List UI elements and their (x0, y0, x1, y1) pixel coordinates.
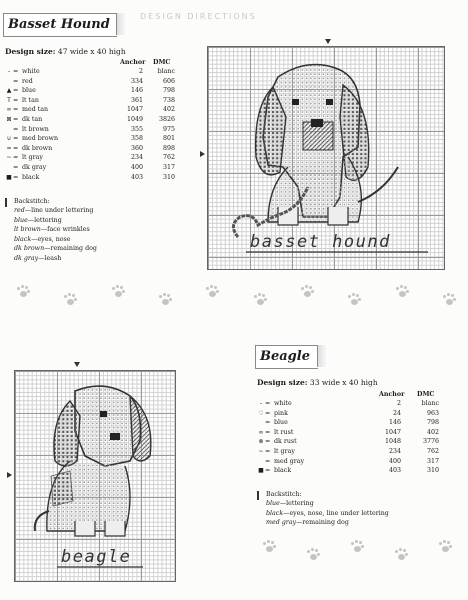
key-dmc-number: 317 (426, 457, 439, 465)
key-equals: = (265, 419, 271, 427)
backstitch-usage: —remaining dog (44, 245, 97, 253)
key-equals: = (265, 448, 271, 455)
title-tab-fold (317, 345, 328, 367)
key-equals: = (13, 116, 19, 123)
key-dmc-number: 975 (162, 125, 175, 133)
key-symbol: T (7, 96, 11, 104)
key-anchor-number: 358 (130, 135, 143, 143)
ghost-header-text: DESIGN DIRECTIONS (140, 12, 257, 21)
key-dmc-number: 762 (162, 154, 175, 162)
backstitch-line-symbol (5, 198, 7, 207)
key-symbol: ♡ (258, 409, 264, 417)
backstitch-usage: —lettering (27, 216, 62, 224)
paw-print-icon (158, 293, 172, 307)
key-row (257, 400, 447, 409)
backstitch-item (14, 207, 93, 214)
key-anchor-number: 2 (138, 68, 143, 75)
key-equals: = (13, 96, 19, 104)
basset-size-label: Design size: (5, 47, 56, 56)
key-color-name: blue (22, 87, 36, 95)
key-equals: = (265, 409, 271, 417)
title-tab-fold (116, 13, 127, 35)
key-symbol: - (259, 400, 263, 407)
key-equals: = (13, 68, 19, 75)
backstitch-color: black (14, 235, 32, 243)
key-dmc-number: blanc (157, 68, 175, 75)
key-dmc-number: 3826 (158, 116, 175, 123)
key-dmc-number: 963 (426, 409, 439, 417)
backstitch-color: med gray (266, 519, 297, 527)
backstitch-usage: —eyes, nose, line under lettering (283, 509, 389, 517)
key-anchor-number: 146 (130, 87, 143, 95)
key-color-name: lt rust (274, 428, 294, 436)
basset-lettering: basset hound (250, 232, 391, 252)
key-row (257, 448, 447, 457)
key-equals: = (13, 87, 19, 95)
beagle-chart-center-mark-left (7, 472, 12, 478)
basset-col-dmc: DMC (153, 59, 171, 66)
key-color-name: black (274, 467, 292, 475)
key-anchor-number: 24 (392, 409, 401, 417)
key-anchor-number: 361 (130, 96, 143, 104)
beagle-eye (100, 411, 107, 417)
basset-chart-grid (207, 46, 445, 270)
beagle-size-label: Design size: (257, 378, 308, 387)
key-anchor-number: 403 (130, 173, 143, 181)
key-row (257, 410, 447, 419)
key-equals: = (265, 428, 271, 436)
key-equals: = (13, 77, 19, 85)
paw-print-icon (395, 285, 409, 299)
basset-right-eye (326, 99, 333, 105)
backstitch-item (14, 236, 71, 243)
backstitch-usage: —lettering (279, 500, 314, 507)
beagle-chart-grid (14, 370, 176, 582)
paw-print-icon (262, 540, 276, 554)
key-color-name: med gray (274, 457, 305, 465)
key-symbol: ⊗ (258, 438, 264, 446)
backstitch-usage: —face wrinkles (40, 226, 90, 234)
backstitch-usage: —remaining dog (296, 519, 349, 527)
paw-print-icon (111, 285, 125, 299)
key-anchor-number: 146 (388, 419, 401, 427)
key-row (257, 458, 447, 467)
basset-chart-center-mark-left (200, 151, 205, 157)
key-dmc-number: 310 (162, 173, 175, 181)
key-row (5, 106, 195, 115)
key-symbol: ∪ (6, 135, 12, 143)
key-color-name: lt brown (22, 125, 49, 133)
backstitch-item (14, 226, 90, 233)
beagle-dog-pattern (15, 371, 175, 581)
key-symbol: ~ (258, 448, 264, 455)
key-dmc-number: 310 (426, 467, 439, 475)
beagle-col-anchor: Anchor (379, 391, 405, 398)
basset-size-value: 47 wide x 40 high (57, 47, 126, 56)
key-symbol: ∞ (258, 428, 264, 436)
beagle-color-key (257, 389, 447, 479)
key-equals: = (265, 457, 271, 465)
key-dmc-number: 898 (162, 144, 175, 152)
key-row (5, 68, 195, 77)
key-equals: = (13, 164, 19, 171)
key-row (5, 174, 195, 183)
key-anchor-number: 1047 (384, 428, 401, 436)
basset-nose (311, 119, 323, 127)
paw-print-border-bottom (262, 540, 452, 562)
backstitch-item (266, 500, 314, 507)
backstitch-usage: —leash (38, 255, 62, 262)
beagle-size-value: 33 wide x 40 high (309, 378, 378, 387)
basset-design-size (5, 47, 126, 56)
key-equals: = (13, 125, 19, 133)
paw-print-icon (438, 540, 452, 554)
backstitch-color: blue (266, 500, 280, 507)
basset-chart-center-mark-top (325, 39, 331, 44)
key-symbol: ∞ (6, 106, 12, 114)
key-row (257, 419, 447, 428)
key-symbol: ■ (6, 173, 12, 181)
basset-title-tab (3, 13, 117, 37)
key-dmc-number: 798 (162, 87, 175, 95)
beagle-spots (51, 471, 73, 506)
key-row (5, 135, 195, 144)
basset-col-anchor: Anchor (120, 59, 146, 66)
beagle-title-tab (255, 345, 318, 369)
key-dmc-number: 402 (162, 106, 175, 114)
paw-print-icon (306, 548, 320, 562)
key-dmc-number: blanc (421, 400, 439, 407)
key-symbol: ~ (6, 154, 12, 162)
key-row (5, 97, 195, 106)
key-symbol: ▲ (6, 87, 12, 95)
paw-print-icon (63, 293, 77, 307)
key-row (5, 78, 195, 87)
key-row (5, 87, 195, 96)
paw-print-icon (394, 548, 408, 562)
beagle-lettering: beagle (61, 547, 132, 567)
basset-dog-pattern (208, 47, 444, 269)
key-color-name: white (22, 68, 40, 75)
key-color-name: lt gray (274, 448, 295, 455)
backstitch-color: blue (14, 216, 28, 224)
backstitch-item (14, 245, 97, 252)
key-dmc-number: 798 (426, 419, 439, 427)
backstitch-item (14, 255, 61, 262)
key-equals: = (265, 438, 271, 446)
key-dmc-number: 402 (426, 428, 439, 436)
paw-print-icon (16, 285, 30, 299)
key-row (5, 145, 195, 154)
key-color-name: dk rust (274, 438, 297, 446)
paw-print-icon (347, 293, 361, 307)
key-dmc-number: 317 (162, 164, 175, 171)
key-equals: = (13, 106, 19, 114)
beagle-nose (110, 433, 120, 440)
key-symbol: ■ (258, 467, 264, 475)
key-equals: = (265, 400, 271, 407)
paw-print-icon (350, 540, 364, 554)
key-color-name: dk brown (22, 144, 53, 152)
backstitch-line-symbol (257, 491, 259, 500)
key-row (5, 164, 195, 173)
paw-print-icon (253, 293, 267, 307)
key-equals: = (13, 173, 19, 181)
key-anchor-number: 403 (388, 467, 401, 475)
basset-title: Basset Hound (8, 17, 110, 32)
key-color-name: pink (274, 409, 288, 417)
beagle-design-size (257, 378, 378, 387)
key-anchor-number: 234 (130, 154, 143, 162)
basset-backstitch-label: Backstitch: (14, 198, 50, 205)
backstitch-item (14, 217, 62, 224)
key-color-name: dk tan (22, 116, 43, 123)
backstitch-color: lt brown (14, 226, 41, 234)
key-color-name: blue (274, 419, 288, 427)
backstitch-color: red (14, 207, 25, 214)
key-row (5, 126, 195, 135)
beagle-title: Beagle (260, 349, 310, 364)
beagle-chart-center-mark-top (74, 362, 80, 367)
key-equals: = (13, 144, 19, 152)
backstitch-usage: —eyes, nose (31, 235, 71, 243)
paw-print-icon (442, 293, 456, 307)
key-row (257, 467, 447, 476)
key-dmc-number: 738 (162, 96, 175, 104)
backstitch-item (266, 510, 389, 517)
backstitch-color: dk brown (14, 245, 45, 253)
paw-print-icon (205, 285, 219, 299)
key-row (257, 438, 447, 447)
key-color-name: lt tan (22, 96, 39, 104)
key-anchor-number: 360 (130, 144, 143, 152)
beagle-ear (54, 401, 80, 466)
backstitch-usage: —line under lettering (24, 207, 94, 214)
key-dmc-number: 3776 (422, 438, 439, 446)
key-anchor-number: 355 (130, 125, 143, 133)
key-equals: = (13, 135, 19, 143)
beagle-backstitch (257, 490, 457, 540)
key-anchor-number: 400 (388, 457, 401, 465)
beagle-backstitch-label: Backstitch: (266, 491, 302, 498)
backstitch-item (266, 519, 349, 526)
key-dmc-number: 801 (162, 135, 175, 143)
key-anchor-number: 400 (130, 164, 143, 171)
key-color-name: red (22, 77, 33, 85)
key-dmc-number: 762 (426, 448, 439, 455)
beagle-right-ear (130, 396, 151, 461)
key-anchor-number: 334 (130, 77, 143, 85)
backstitch-color: dk gray (14, 255, 39, 262)
backstitch-color: black (266, 509, 284, 517)
key-color-name: med tan (22, 106, 49, 114)
key-row (257, 429, 447, 438)
key-row (5, 116, 195, 125)
key-equals: = (13, 154, 19, 162)
basset-left-eye (292, 99, 299, 105)
key-symbol: ≈ (6, 144, 12, 152)
key-equals: = (265, 467, 271, 475)
key-row (5, 154, 195, 163)
key-anchor-number: 1048 (384, 438, 401, 446)
paw-print-icon (300, 285, 314, 299)
key-color-name: med brown (22, 135, 59, 143)
key-anchor-number: 2 (396, 400, 401, 407)
key-anchor-number: 1049 (126, 116, 143, 123)
key-anchor-number: 234 (388, 448, 401, 455)
paw-print-border-top (16, 285, 456, 307)
key-color-name: black (22, 173, 40, 181)
key-color-name: lt gray (22, 154, 43, 162)
beagle-col-dmc: DMC (417, 391, 435, 398)
key-symbol: - (7, 68, 11, 75)
key-dmc-number: 606 (162, 77, 175, 85)
basset-backstitch (5, 197, 195, 267)
key-color-name: white (274, 400, 292, 407)
key-anchor-number: 1047 (126, 106, 143, 114)
basset-color-key (5, 57, 195, 181)
key-symbol: ⊠ (6, 116, 12, 123)
key-color-name: dk gray (22, 164, 47, 171)
